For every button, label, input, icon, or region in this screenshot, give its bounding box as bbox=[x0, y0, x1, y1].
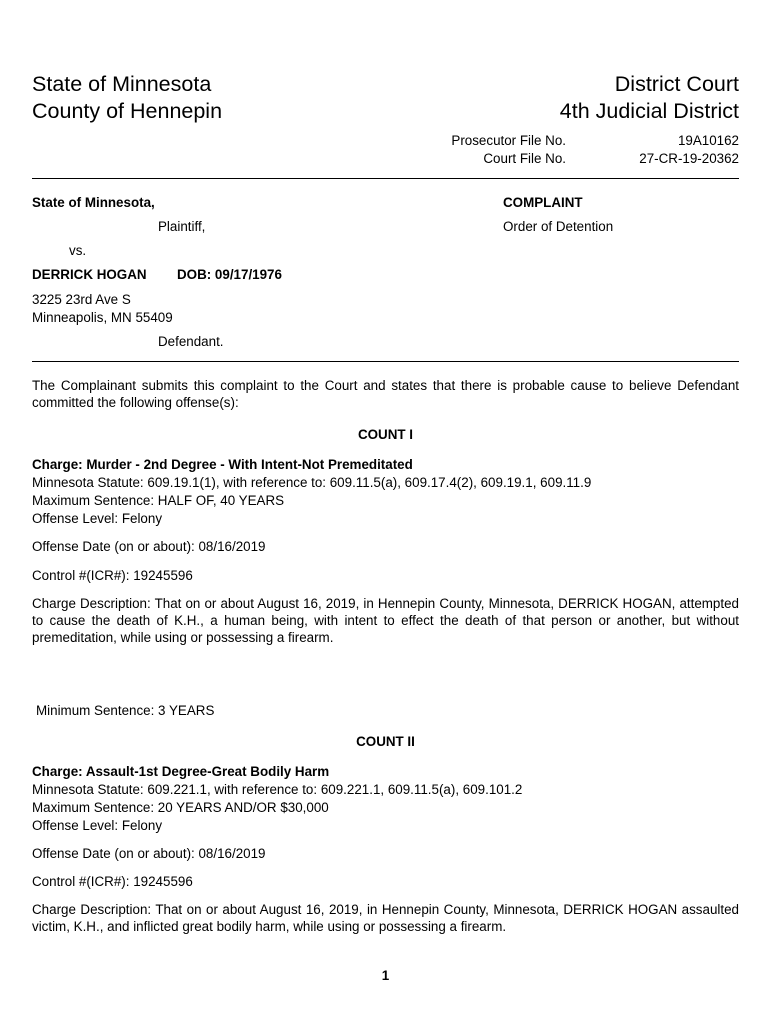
count-2-charge: Charge: Assault-1st Degree-Great Bodily Harm bbox=[32, 764, 330, 779]
count-1-description: Charge Description: That on or about August 16, 2019, in Hennepin County, Minnesota, DERRICK HOGAN, attempted to cause the death of K.H., a human being, with intent to effect the death of that person or another, but without premeditation, while using or possessing a firearm. bbox=[32, 596, 739, 645]
court-file-number: 27-CR-19-20362 bbox=[639, 151, 739, 166]
caption-divider bbox=[32, 361, 739, 362]
court-file-label: Court File No. bbox=[483, 151, 566, 166]
count-2-offense-date: Offense Date (on or about): 08/16/2019 bbox=[32, 846, 266, 861]
count-1-offense-level: Offense Level: Felony bbox=[32, 511, 163, 526]
prosecutor-file-label: Prosecutor File No. bbox=[451, 133, 566, 148]
plaintiff-name: State of Minnesota, bbox=[32, 195, 155, 210]
defendant-address-line1: 3225 23rd Ave S bbox=[32, 292, 131, 307]
document-page bbox=[32, 0, 739, 1024]
count-1-statute: Minnesota Statute: 609.19.1(1), with reference to: 609.11.5(a), 609.17.4(2), 609.19.1, 609.11.9 bbox=[32, 475, 592, 490]
count-2-max-sentence: Maximum Sentence: 20 YEARS AND/OR $30,000 bbox=[32, 800, 329, 815]
count-1-min-sentence: Minimum Sentence: 3 YEARS bbox=[36, 703, 215, 718]
count-2-heading: COUNT II bbox=[356, 734, 415, 749]
document-title: COMPLAINT bbox=[503, 195, 583, 210]
versus-label: vs. bbox=[69, 243, 87, 258]
defendant-dob: DOB: 09/17/1976 bbox=[177, 267, 282, 282]
count-2-statute: Minnesota Statute: 609.221.1, with reference to: 609.221.1, 609.11.5(a), 609.101.2 bbox=[32, 782, 523, 797]
count-2-offense-level: Offense Level: Felony bbox=[32, 818, 163, 833]
court-name: District Court bbox=[614, 72, 739, 96]
count-2-control-number: Control #(ICR#): 19245596 bbox=[32, 874, 193, 889]
judicial-district: 4th Judicial District bbox=[559, 99, 739, 123]
count-1-heading: COUNT I bbox=[357, 427, 414, 442]
defendant-address-line2: Minneapolis, MN 55409 bbox=[32, 310, 173, 325]
plaintiff-role: Plaintiff, bbox=[158, 219, 206, 234]
defendant-role: Defendant. bbox=[158, 334, 224, 349]
document-subtitle: Order of Detention bbox=[503, 219, 614, 234]
county-name: County of Hennepin bbox=[32, 99, 223, 123]
prosecutor-file-number: 19A10162 bbox=[677, 133, 739, 148]
intro-paragraph: The Complainant submits this complaint to the Court and states that there is probable cause to believe Defendant committed the following offense(s): bbox=[32, 378, 739, 410]
count-1-max-sentence: Maximum Sentence: HALF OF, 40 YEARS bbox=[32, 493, 285, 508]
defendant-name: DERRICK HOGAN bbox=[32, 267, 147, 282]
state-name: State of Minnesota bbox=[32, 72, 212, 96]
count-2-description: Charge Description: That on or about August 16, 2019, in Hennepin County, Minnesota, DERRICK HOGAN assaulted victim, K.H., and inflicted great bodily harm, while using or possessing a firearm. bbox=[32, 902, 739, 934]
count-1-offense-date: Offense Date (on or about): 08/16/2019 bbox=[32, 539, 266, 554]
count-1-charge: Charge: Murder - 2nd Degree - With Intent-Not Premeditated bbox=[32, 457, 413, 472]
count-1-control-number: Control #(ICR#): 19245596 bbox=[32, 568, 193, 583]
page-number: 1 bbox=[381, 968, 390, 983]
header-divider bbox=[32, 178, 739, 179]
